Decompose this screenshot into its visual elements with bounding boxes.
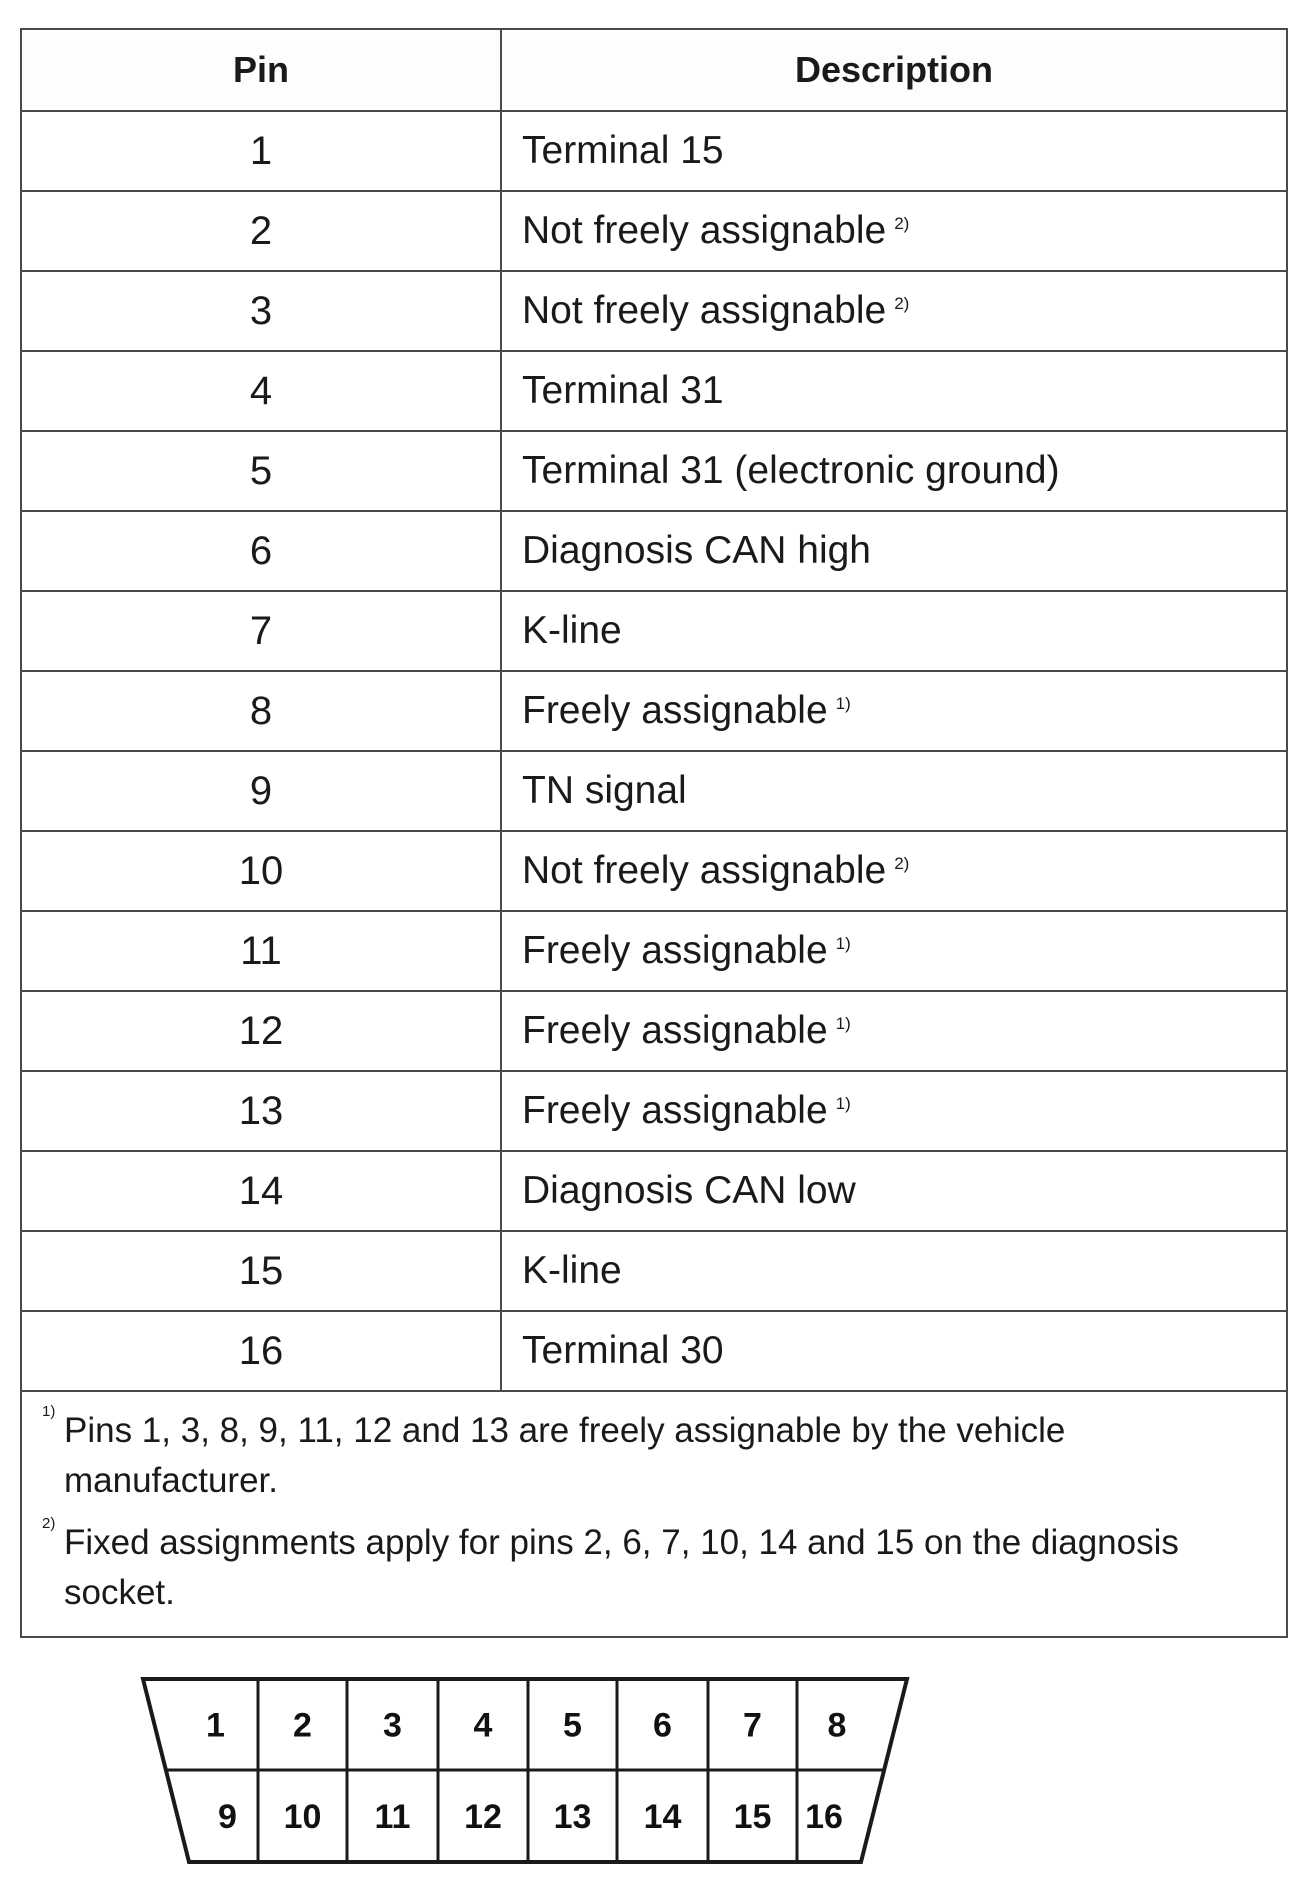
socket-pin-label: 4 (473, 1706, 493, 1745)
socket-pin-label: 10 (283, 1797, 322, 1836)
footnote-mark: 1) (42, 1403, 56, 1420)
pin-number: 15 (21, 1231, 501, 1311)
footnote-text: Fixed assignments apply for pins 2, 6, 7, 10, 14 and 15 on the diagnosis socket. (64, 1523, 1179, 1612)
socket-outline (143, 1679, 907, 1862)
footnote-mark: 2) (42, 1515, 56, 1532)
socket-pin-label: 12 (464, 1797, 502, 1836)
header-pin: Pin (21, 29, 501, 111)
socket-pin-label: 15 (733, 1797, 772, 1836)
pin-description: Not freely assignable (522, 209, 887, 252)
pin-description: Not freely assignable (522, 849, 887, 892)
pin-description: K-line (522, 609, 622, 652)
pin-number: 3 (21, 271, 501, 351)
header-description: Description (501, 29, 1287, 111)
pin-number: 12 (21, 991, 501, 1071)
socket-pin-label: 6 (653, 1706, 672, 1745)
footnote-marker: 2) (894, 214, 910, 233)
pin-number: 4 (21, 351, 501, 431)
pin-description: Freely assignable (522, 929, 828, 972)
footnote-marker: 1) (835, 1014, 851, 1033)
socket-pin-label: 13 (553, 1797, 592, 1836)
socket-pin-label: 1 (206, 1706, 225, 1745)
pin-description: Terminal 31 (electronic ground) (522, 449, 1060, 492)
pin-description: TN signal (522, 769, 687, 812)
socket-pin-label: 14 (643, 1797, 682, 1836)
pin-description: Terminal 31 (522, 369, 724, 412)
pin-number: 8 (21, 671, 501, 751)
socket-pin-label: 5 (563, 1706, 582, 1745)
pin-description: Freely assignable (522, 1009, 828, 1052)
pin-description: Terminal 30 (522, 1329, 724, 1372)
pin-description: Freely assignable (522, 1089, 828, 1132)
footnote-marker: 1) (835, 934, 851, 953)
pin-number: 10 (21, 831, 501, 911)
pin-description: Terminal 15 (522, 129, 724, 172)
footnote-marker: 1) (835, 694, 851, 713)
pin-number: 5 (21, 431, 501, 511)
pin-number: 11 (21, 911, 501, 991)
pin-description: Freely assignable (522, 689, 828, 732)
pin-description: Diagnosis CAN high (522, 529, 872, 572)
footnote-marker: 2) (894, 854, 910, 873)
pin-number: 9 (21, 751, 501, 831)
socket-pin-label: 2 (293, 1706, 312, 1745)
footnote-text: Pins 1, 3, 8, 9, 11, 12 and 13 are freely assignable by the vehicle manufacturer. (64, 1411, 1066, 1500)
socket-pin-label: 7 (743, 1706, 762, 1745)
pin-number: 1 (21, 111, 501, 191)
socket-pin-label: 8 (827, 1706, 847, 1745)
pin-description: Not freely assignable (522, 289, 887, 332)
socket-pin-label: 16 (805, 1797, 843, 1836)
pin-description: Diagnosis CAN low (522, 1169, 856, 1212)
pin-number: 13 (21, 1071, 501, 1151)
pin-number: 16 (21, 1311, 501, 1391)
socket-pin-label: 11 (374, 1797, 411, 1836)
pin-number: 2 (21, 191, 501, 271)
pin-description: K-line (522, 1249, 622, 1292)
socket-pin-label: 3 (383, 1706, 402, 1745)
footnote-marker: 1) (835, 1094, 851, 1113)
pin-number: 6 (21, 511, 501, 591)
pin-number: 14 (21, 1151, 501, 1231)
pin-number: 7 (21, 591, 501, 671)
socket-pin-label: 9 (218, 1797, 237, 1836)
footnote-marker: 2) (894, 294, 910, 313)
